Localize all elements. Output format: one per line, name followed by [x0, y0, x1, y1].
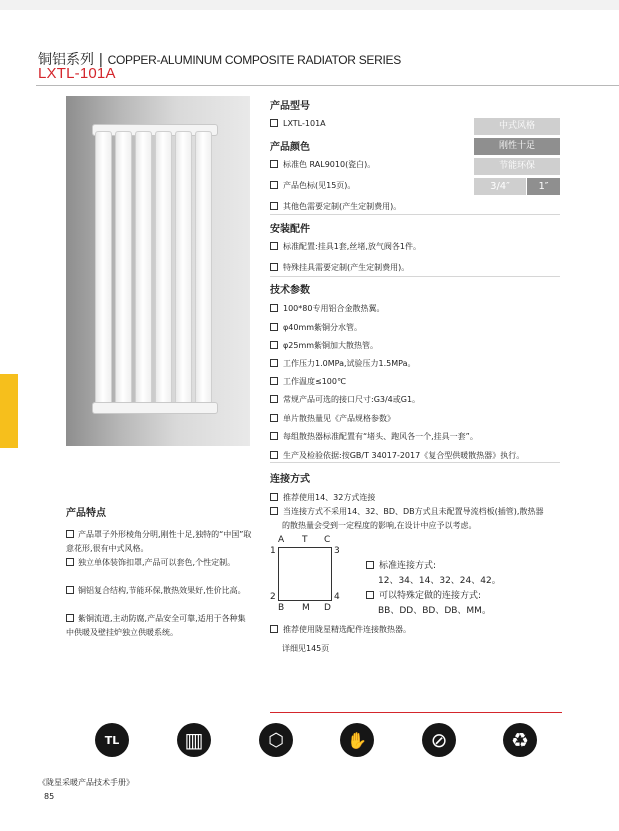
icons-divider — [270, 712, 562, 713]
series-title-cn: 铜铝系列 — [38, 52, 94, 68]
color-item: 产品色标(见15页)。 — [270, 180, 355, 191]
install-item: 特殊挂具需要定制(产生定制费用)。 — [270, 262, 409, 273]
color-section-title: 产品颜色 — [270, 142, 310, 153]
tag-chinese-style: 中式风格 — [474, 118, 560, 135]
tech-item: φ25mm紫铜加大散热管。 — [270, 340, 378, 351]
section-divider — [270, 276, 560, 277]
tag-size-1: 1″ — [527, 178, 560, 195]
checkbox-icon — [270, 451, 278, 459]
feature-item: 铜铝复合结构,节能环保,散热效果好,性价比高。 — [66, 584, 252, 598]
side-tab-marker — [0, 374, 18, 448]
checkbox-icon — [366, 561, 374, 569]
checkbox-icon — [366, 591, 374, 599]
section-divider — [270, 214, 560, 215]
tech-item: 常规产品可选的接口尺寸:G3/4或G1。 — [270, 394, 420, 405]
checkbox-icon — [270, 263, 278, 271]
recommend-item: 推荐使用陇星精选配件连接散热器。 — [270, 624, 411, 635]
radiator-icon: ▥ — [177, 723, 211, 757]
diagram-label-a: A — [278, 535, 285, 545]
series-title-divider: | — [98, 52, 104, 68]
radiator-tube — [95, 131, 112, 408]
tech-item: φ40mm紫铜分水管。 — [270, 322, 362, 333]
radiator-tube — [115, 131, 132, 408]
diagram-label-t: T — [302, 535, 308, 545]
no-flame-icon: ⊘ — [422, 723, 456, 757]
custom-connection-label: 可以特殊定做的连接方式: — [366, 588, 481, 601]
checkbox-icon — [270, 323, 278, 331]
checkbox-icon — [66, 558, 74, 566]
book-title: 《陇星采暖产品技术手册》 — [38, 778, 134, 787]
checkbox-icon — [66, 530, 74, 538]
diagram-label-b: B — [278, 603, 285, 613]
checkbox-icon — [270, 377, 278, 385]
features-title: 产品特点 — [66, 508, 106, 519]
custom-connection-values: BB、DD、BD、DB、MM。 — [378, 606, 491, 616]
checkbox-icon — [270, 341, 278, 349]
detail-page-ref: 详细见145页 — [282, 644, 330, 653]
header-divider — [36, 85, 619, 86]
radiator-tube — [175, 131, 192, 408]
standard-connection-label: 标准连接方式: — [366, 558, 436, 571]
install-section-title: 安装配件 — [270, 224, 310, 235]
connection-item: 当连接方式不采用14、32、BD、DB方式且未配置导流档板(插管),散热器 — [270, 506, 543, 517]
tag-eco: 节能环保 — [474, 158, 560, 175]
checkbox-icon — [270, 359, 278, 367]
checkbox-icon — [270, 432, 278, 440]
install-item: 标准配置:挂具1套,丝堵,放气阀各1件。 — [270, 241, 421, 252]
diagram-label-3: 3 — [334, 546, 340, 556]
page-top-band — [0, 0, 619, 10]
tech-item: 工作压力1.0MPa,试验压力1.5MPa。 — [270, 358, 416, 369]
fan-shield-icon: ⬡ — [259, 723, 293, 757]
checkbox-icon — [270, 160, 278, 168]
diagram-label-4: 4 — [334, 592, 340, 602]
checkbox-icon — [66, 586, 74, 594]
color-item: 标准色 RAL9010(瓷白)。 — [270, 159, 375, 170]
checkbox-icon — [270, 395, 278, 403]
connection-section-title: 连接方式 — [270, 474, 310, 485]
radiator-bottom-header — [92, 402, 218, 414]
tag-rigid: 刚性十足 — [474, 138, 560, 155]
tech-item: 工作温度≤100℃ — [270, 376, 346, 387]
connection-item-cont: 的散热量会受到一定程度的影响,在设计中应予以考虑。 — [282, 521, 477, 530]
diagram-label-c: C — [324, 535, 331, 545]
checkbox-icon — [270, 202, 278, 210]
checkbox-icon — [66, 614, 74, 622]
checkbox-icon — [270, 119, 278, 127]
model-section-title: 产品型号 — [270, 101, 310, 112]
checkbox-icon — [270, 242, 278, 250]
diagram-label-m: M — [302, 603, 310, 613]
radiator-tube — [135, 131, 152, 408]
checkbox-icon — [270, 625, 278, 633]
tl-icon: TL — [95, 723, 129, 757]
feature-item: 紫铜流道,主动防腐,产品安全可靠,适用于各种集中供暖及壁挂炉独立供暖系统。 — [66, 614, 246, 637]
page-number: 85 — [44, 792, 55, 801]
standard-connection-values: 12、34、14、32、24、42。 — [378, 576, 501, 586]
checkbox-icon — [270, 304, 278, 312]
checkbox-icon — [270, 507, 278, 515]
diagram-label-d: D — [324, 603, 331, 613]
model-item: LXTL-101A — [270, 119, 326, 128]
section-divider — [270, 462, 560, 463]
color-item: 其他色需要定制(产生定制费用)。 — [270, 201, 401, 212]
tech-item: 生产及检验依据:按GB/T 34017-2017《复合型供暖散热器》执行。 — [270, 450, 524, 461]
tech-item: 100*80专用铝合金散热翼。 — [270, 303, 384, 314]
tag-size-3-4: 3/4″ — [474, 178, 526, 195]
model-heading: LXTL-101A — [38, 65, 116, 82]
connection-diagram-box — [278, 547, 332, 601]
tech-section-title: 技术参数 — [270, 285, 310, 296]
connection-item: 推荐使用14、32方式连接 — [270, 492, 375, 503]
series-title-en: COPPER-ALUMINUM COMPOSITE RADIATOR SERIES — [107, 53, 401, 67]
diagram-label-1: 1 — [270, 546, 276, 556]
radiator-tube — [155, 131, 172, 408]
tech-item: 单片散热量见《产品规格参数》 — [270, 413, 395, 424]
recycle-icon: ♻ — [503, 723, 537, 757]
checkbox-icon — [270, 493, 278, 501]
tech-item: 每组散热器标准配置有“堵头、跑风各一个,挂具一套”。 — [270, 431, 478, 442]
checkbox-icon — [270, 181, 278, 189]
hand-gear-icon: ✋ — [340, 723, 374, 757]
diagram-label-2: 2 — [270, 592, 276, 602]
checkbox-icon — [270, 414, 278, 422]
feature-item: 产品罩子外形棱角分明,刚性十足,独特的“中国”取意花形,很有中式风格。 — [66, 530, 252, 553]
feature-item: 独立单体装饰扣罩,产品可以套色,个性定制。 — [66, 556, 252, 570]
radiator-tube — [195, 131, 212, 408]
